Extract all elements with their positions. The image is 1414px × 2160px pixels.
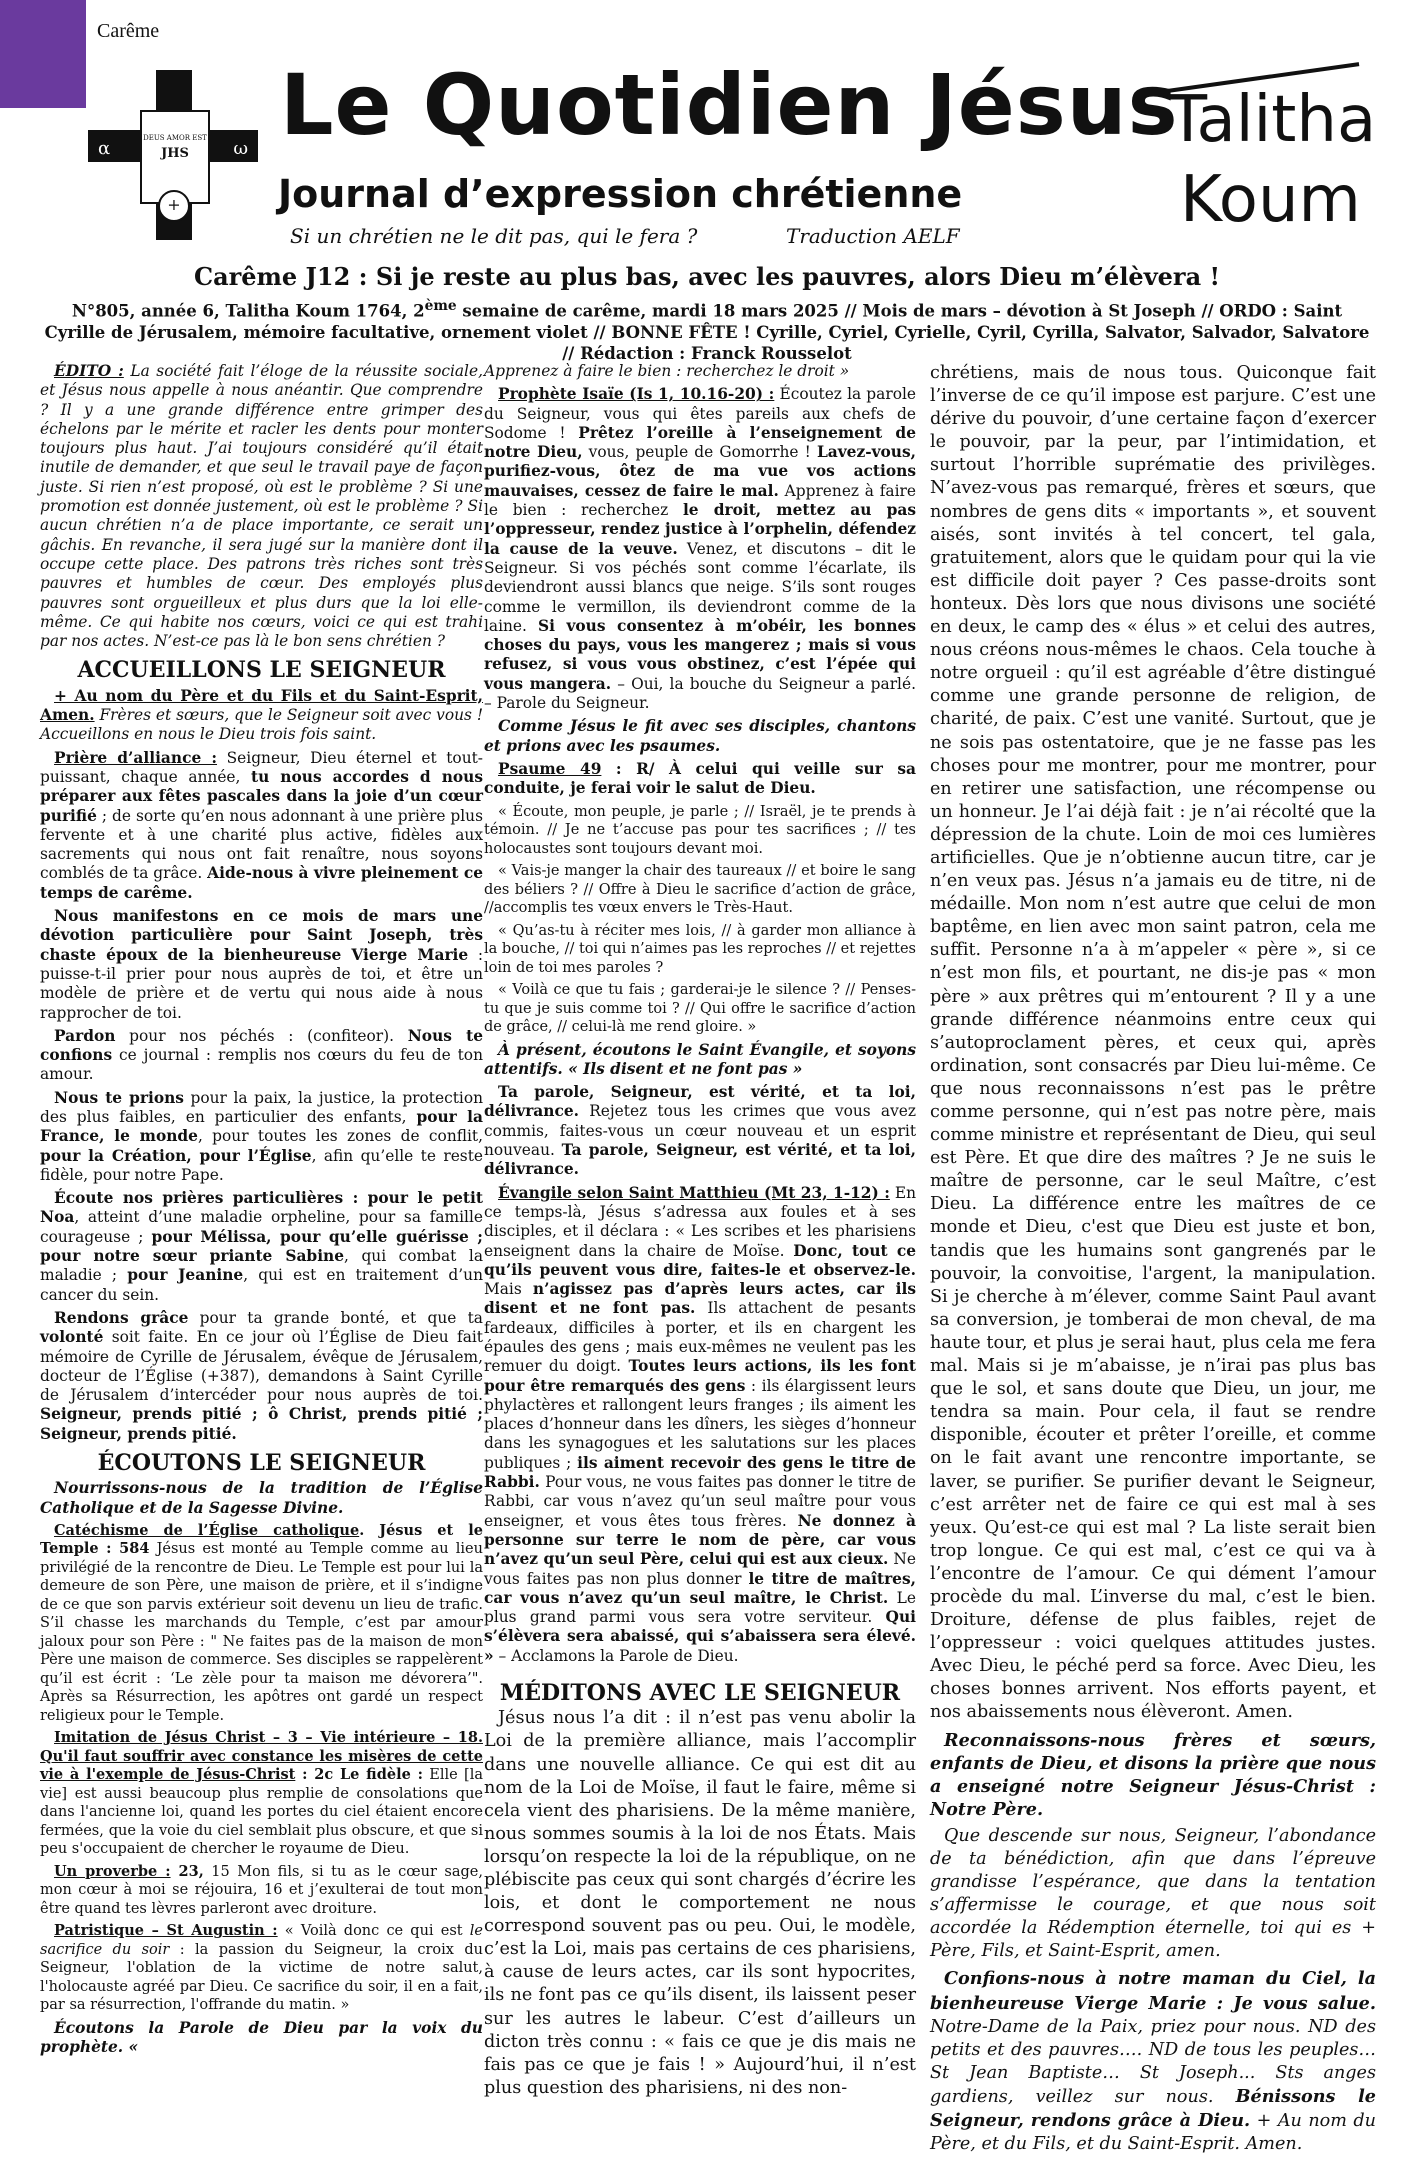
evangile: Évangile selon Saint Matthieu (Mt 23, 1-12) : En ce temps-là, Jésus s’adressa aux foules et à ses disciples, et il déclara : « Les scribes et les pharisiens enseignent dans la chaire de Moïse. Donc, tout ce qu’ils peuvent vous dire, faites-le et observez-le. Mais n’agissez pas d’après leurs actes, car ils disent et ne font pas. Ils attachent de pesants fardeaux, difficiles à porter, et ils en chargent les épaules des gens ; mais eux-mêmes ne veulent pas les remuer du doigt. Toutes leurs actions, ils les font pour être remarqués des gens : ils élargissent leurs phylactères et rallongent leurs franges ; ils aiment les places d’honneur dans les dîners, les sièges d’honneur dans les synagogues et les salutations sur les places publiques ; ils aiment recevoir des gens le titre de Rabbi. Pour vous, ne vous faites pas donner le titre de Rabbi, car vous n’avez qu’un seul maître pour vous enseigner, et vous êtes tous frères. Ne donnez à personne sur terre le nom de père, car vous n’avez qu’un seul Père, celui qui est aux cieux. Ne vous faites pas non plus donner le titre de maîtres, car vous n’avez qu’un seul maître, le Christ. Le plus grand parmi vous sera votre serviteur. Qui s’élèvera sera abaissé, qui s’abaissera sera élevé. » – Acclamons la Parole de Dieu.	[484, 1183, 917, 1665]
issue-meta: N°805, année 6, Talitha Koum 1764, 2ème semaine de carême, mardi 18 mars 2025 // Mois de mars – dévotion à St Joseph // ORDO : Saint Cyrille de Jérusalem, mémoire facultative, ornement violet // BONNE FÊTE ! Cyrille, Cyriel, Cyrielle, Cyril, Cyrilla, Salvator, Salvador, Salvatore // Rédaction : Franck Rousselot	[44, 298, 1370, 363]
psaume-strophe-4: « Voilà ce que tu fais ; garderai-je le silence ? // Penses-tu que je suis comme toi ? // Qui offre le sacrifice d’action de grâce, // celui-là me rend gloire. »	[484, 982, 916, 1036]
meditation-continued: chrétiens, mais de nous tous. Quiconque fait l’inverse de ce qu’il impose est parjure. C’est une dérive du pouvoir, d’une certaine façon d’exercer le pouvoir, par la peur, par l’intimidation, et surtout l’horrible suprématie des privilèges. N’avez-vous pas remarqué, frères et sœurs, que nombres de gens dits « importants », et souvent aisés, sont invités à tel concert, tel gala, gratuitement, alors que le quidam pour qui la vie est difficile doit payer ? Ces passe-droits sont honteux. Dès lors que nous divisons une société en deux, le camp des « élus » et celui des autres, nous créons nous-mêmes le chaos. Cela touche à notre orgueil : qu’il est agréable d’être distingué comme une grande personne de religion, de charité, de paix. C’est une vanité. Surtout, que je ne sois pas ostentatoire, que je ne fasse pas les choses pour me montrer, pour me montrer, pour en retirer une satisfaction, une récompense ou un honneur. Je l’ai déjà fait : je n’ai récolté que la dépression de la chute. Loin de moi ces lumières artificielles. Que je n’obtienne aucun titre, car je n’en veux pas. Jésus n’a jamais eu de titre, ni de médaille. Mon nom n’est autre que celui de mon baptême, en lien avec mon saint patron, cela me suffit. Personne n’a à m’appeler « père », si ce n’est mon fils, et pourtant, ne dis-je pas « mon père » aux prêtres qui m’entourent ? Il y a une grande différence néanmoins entre ceux qui s’autoproclament pères, et ceux qui, après ordination, sont consacrés par Dieu lui-même. Ce que nous reconnaissons n’est pas le prêtre comme personne, qui n’est pas notre père, mais comme ministre et représentant de Dieu, qui seul est Père. Et que dire des maîtres ? Je ne suis le maître de personne, car le seul Maître, c’est Dieu. La différence entre les maîtres de ce monde et Dieu, c'est que Dieu est juste et bon, tandis que les humains sont gangrenés par le pouvoir, la convoitise, l'argent, la manipulation. Si je cherche à m’élever, comme Saint Paul avant sa conversion, je tomberai de mon cheval, de ma haute tour, et plus je serai haut, plus cela me fera mal. Mais si je m’abaisse, je n’irai pas plus bas que le sol, et sans doute que Dieu, un jour, me tendra sa main. Pour cela, il faut se rendre disponible, écouter et prêter l’oreille, et comme on le fait avant une rencontre importante, se laver, se purifier. Se purifier devant le Seigneur, c’est arrêter net de faire ce qui est mal à ses yeux. Qu’est-ce qui est mal ? La liste serait bien trop longue. Ce qui est mal, c’est ce qui va à l’encontre de l’amour. Ce qui dément l’amour procède du mal. L’inverse du mal, c’est le bien. Droiture, défense de plus faibles, rejet de l’oppresseur : voici quelques attitudes justes. Avec Dieu, le péché perd sa force. Avec Dieu, les choses bonnes arrivent. Nos efforts payent, et nos abaissements nous élèveront. Amen.	[930, 363, 1376, 1723]
notre-pere: Reconnaissons-nous frères et sœurs, enfants de Dieu, et disons la prière que nous a enseigné notre Seigneur Jésus-Christ : Notre Père.	[930, 1729, 1376, 1820]
proverbe: Un proverbe : 23, 15 Mon fils, si tu as le cœur sage, mon cœur à moi se réjouira, 16 et j’exulterai de tout mon être quand tes lèvres parleront avec droiture.	[40, 1862, 483, 1917]
cross-icon	[88, 70, 258, 240]
priere-alliance: Prière d’alliance : Seigneur, Dieu éternel et tout-puissant, chaque année, tu nous accordes d nous préparer aux fêtes pascales dans la joie d’un cœur purifié ; de sorte qu’en nous adonnant à une prière plus fervente et à une charité plus active, fidèles aux sacrements qui nous ont fait renaître, nous soyons comblés de ta grâce. Aide-nous à vivre pleinement ce temps de carême.	[40, 748, 484, 902]
brand-logo	[1140, 68, 1400, 248]
apprenez: Apprenez à faire le bien : recherchez le droit »	[484, 362, 850, 380]
psaume-strophe-3: « Qu’as-tu à réciter mes lois, // à garder mon alliance à la bouche, // toi qui n’aimes pas les reproches // et rejettes loin de toi mes paroles ?	[484, 922, 916, 976]
section-accueillons: ACCUEILLONS LE SEIGNEUR	[77, 657, 446, 684]
meditation: Jésus nous l’a dit : il n’est pas venu abolir la Loi de la première alliance, mais l’accomplir dans une nouvelle alliance. Ce qui est dit au nom de la Loi de Moïse, il faut le faire, même si cela vient des pharisiens. De la même manière, nous sommes soumis à la loi de nos États. Mais lorsqu’on respecte la loi de la république, on ne plébiscite pas ceux qui sont chargés d’écrire les lois, et dont le comportement ne nous correspond souvent pas ou peu. Oui, le modèle, c’est la Loi, mais pas certains de ces pharisiens, à cause de leurs actes, car ils sont hypocrites, ils ne font pas ce qu’ils disent, ils laissent peser sur les autres le labeur. C’est d’ailleurs un dicton très connu : « fais ce que je dis mais ne fais pas ce que je fais ! » Aujourd’hui, il n’est plus question des pharisiens, ni des non-	[484, 1708, 916, 2098]
masthead-subtitle: Journal d’expression chrétienne	[278, 172, 963, 216]
prieres-particulieres: Écoute nos prières particulières : pour le petit Noa, atteint d’une maladie orpheline, pour sa famille courageuse ; pour Mélissa, pour qu’elle guérisse ; pour notre sœur priante Sabine, qui combat la maladie ; pour Jeanine, qui est en traitement d’un cancer du sein.	[40, 1189, 483, 1304]
column-1	[40, 362, 483, 2062]
omega-label: ω	[233, 138, 248, 159]
brand-line2: Koum	[1180, 163, 1361, 237]
nourrissons: Nourrissons-nous de la tradition de l’Église Catholique et de la Sagesse Divine.	[40, 1479, 483, 1517]
psaume: Psaume 49 : R/ À celui qui veille sur sa conduite, je ferai voir le salut de Dieu.	[484, 759, 916, 798]
imitation: Imitation de Jésus Christ – 3 – Vie intérieure – 18. Qu'il faut souffrir avec constance les misères de cette vie à l'exemple de Jésus-Christ : 2c Le fidèle : Elle [la vie] est aussi beaucoup plus remplie de consolations que dans l'ancienne loi, quand les portes du ciel étaient encore fermées, que la voie du ciel semblait plus obscure, et que si peu s'occupaient de chercher le royaume de Dieu.	[40, 1729, 483, 1858]
devotion-joseph: Nous manifestons en ce mois de mars une dévotion particulière pour Saint Joseph, très chaste époux de la bienheureuse Vierge Marie : puisse-t-il prier pour nous auprès de toi, et être un modèle de prière et de vertu qui nous aide à nous rapprocher de toi.	[40, 907, 484, 1022]
logo-motto: DEUS AMOR EST	[143, 134, 207, 142]
section-meditons: MÉDITONS AVEC LE SEIGNEUR	[499, 1680, 901, 1707]
benediction: Que descende sur nous, Seigneur, l’abondance de ta bénédiction, afin que dans l’épreuve grandisse l’espérance, que dans la tentation s’affermisse le courage, et que nous soit accordée la Rédemption éternelle, toi qui es + Père, Fils, et Saint-Esprit, amen.	[930, 1825, 1376, 1962]
edito: ÉDITO : La société fait l’éloge de la réussite sociale, et Jésus nous appelle à nous anéantir. Que comprendre ? Il y a une grande différence entre grimper des échelons par le mérite et racler les dents pour monter toujours plus haut. J’ai toujours considéré qu’il était inutile de demander, et que seul le travail paye de façon juste. Si rien n’est proposé, où est le problème ? Si une promotion est donnée justement, où est le problème ? Si aucun chrétien n’a de place importante, ce serait un gâchis. En revanche, il sera jugé sur la manière dont il occupe cette place. Des patrons très riches sont très pauvres et humbles de cœur. Des employés plus pauvres sont orgueilleux et plus durs que la loi elle-même. Ce qui habite nos cœurs, voici ce qui est trahi par nos actes. N’est-ce pas là le bon sens chrétien ?	[40, 362, 483, 651]
isaie-reading: Prophète Isaïe (Is 1, 10.16-20) : Écoutez la parole du Seigneur, vous qui êtes pareils aux chefs de Sodome ! Prêtez l’oreille à l’enseignement de notre Dieu, vous, peuple de Gomorrhe ! Lavez-vous, purifiez-vous, ôtez de ma vue vos actions mauvaises, cessez de faire le mal. Apprenez à faire le bien : recherchez le droit, mettez au pas l’oppresseur, rendez justice à l’orphelin, défendez la cause de la veuve. Venez, et discutons – dit le Seigneur. Si vos péchés sont comme l’écarlate, ils deviendront aussi blancs que neige. S’ils sont rouges comme le vermillon, ils deviendront comme de la laine. Si vous consentez à m’obéir, les bonnes choses du pays, vous les mangerez ; mais si vous refusez, si vous vous obstinez, c’est l’épée qui vous mangera. – Oui, la bouche du Seigneur a parlé. – Parole du Seigneur.	[484, 385, 917, 713]
logo-jhs: JHS	[161, 146, 189, 161]
pardon: Pardon pour nos péchés : (confiteor). Nous te confions ce journal : remplis nos cœurs du feu de ton amour.	[40, 1026, 483, 1084]
column-3	[930, 362, 1376, 2160]
section-color-bar	[0, 0, 86, 108]
logo-plus: +	[158, 190, 190, 222]
translation-credit: Traduction AELF	[786, 224, 960, 248]
confions: Confions-nous à notre maman du Ciel, la bienheureuse Vierge Marie : Je vous salue. Notre-Dame de la Paix, priez pour nous. ND des petits et des pauvres…. ND de tous les peuples… St Jean Baptiste… St Joseph... Sts anges gardiens, veillez sur nous. Bénissons le Seigneur, rendons grâce à Dieu. + Au nom du Père, et du Fils, et du Saint-Esprit. Amen.	[930, 1968, 1376, 2155]
alpha-label: α	[98, 138, 111, 159]
sign-of-cross: + Au nom du Père et du Fils et du Saint-Esprit, Amen. Frères et sœurs, que le Seigneur soit avec vous ! Accueillons en nous le Dieu trois fois saint.	[40, 686, 483, 744]
column-2	[484, 362, 916, 2104]
catechisme: Catéchisme de l’Église catholique. Jésus et le Temple : 584 Jésus est monté au Temple comme au lieu privilégié de la rencontre de Dieu. Le Temple est pour lui la demeure de son Père, une maison de prière, et il s’indigne de ce que son parvis extérieur soit devenu un lieu de trafic. S’il chasse les marchands du Temple, c’est par amour jaloux pour son Père : " Ne faites pas de la maison de mon Père une maison de commerce. Ses disciples se rappelèrent qu’il est écrit : ‘Le zèle pour ta maison me dévorera’". Après sa Résurrection, les apôtres ont gardé un respect religieux pour le Temple.	[40, 1521, 483, 1724]
acclamation: Ta parole, Seigneur, est vérité, et ta loi, délivrance. Rejetez tous les crimes que vous avez commis, faites-vous un cœur nouveau et un esprit nouveau. Ta parole, Seigneur, est vérité, et ta loi, délivrance.	[484, 1083, 916, 1179]
section-tag: Carême	[97, 20, 160, 42]
tagline: Si un chrétien ne le dit pas, qui le fera ?	[290, 224, 698, 248]
chantons: Comme Jésus le fit avec ses disciples, chantons et prions avec les psaumes.	[484, 717, 916, 755]
prions: Nous te prions pour la paix, la justice, la protection des plus faibles, en particulier des enfants, pour la France, le monde, pour toutes les zones de conflit, pour la Création, pour l’Église, afin qu’elle te reste fidèle, pour notre Pape.	[40, 1088, 483, 1184]
brand-line1: Talitha	[1168, 83, 1377, 157]
psaume-strophe-2: « Vais-je manger la chair des taureaux // et boire le sang des béliers ? // Offre à Dieu le sacrifice d’action de grâce, //accomplis tes vœux envers le Très-Haut.	[484, 863, 916, 917]
patristique: Patristique – St Augustin : « Voilà donc ce qui est le sacrifice du soir : la passion du Seigneur, la croix du Seigneur, l'oblation de la victime de notre salut, l'holocauste agréé par Dieu. Ce sacrifice du soir, il en a fait, par sa résurrection, l'offrande du matin. »	[40, 1922, 483, 2014]
ecoutons-prophete: Écoutons la Parole de Dieu par la voix du prophète. «	[40, 2018, 483, 2057]
rendons-grace: Rendons grâce pour ta grande bonté, et que ta volonté soit faite. En ce jour où l’Église de Dieu fait mémoire de Cyrille de Jérusalem, évêque de Jérusalem, docteur de l’Église (+387), demandons à Saint Cyrille de Jérusalem d’intercéder pour nous auprès de toi. Seigneur, prends pitié ; ô Christ, prends pitié ; Seigneur, prends pitié.	[40, 1308, 483, 1443]
a-present: À présent, écoutons le Saint Évangile, et soyons attentifs. « Ils disent et ne font pas »	[484, 1040, 916, 1078]
section-ecoutons: ÉCOUTONS LE SEIGNEUR	[97, 1450, 426, 1477]
headline: Carême J12 : Si je reste au plus bas, avec les pauvres, alors Dieu m’élèvera !	[193, 262, 1221, 291]
psaume-strophe-1: « Écoute, mon peuple, je parle ; // Israël, je te prends à témoin. // Je ne t’accuse pas pour tes sacrifices ; // tes holocaustes sont toujours devant moi.	[484, 803, 916, 857]
masthead-title: Le Quotidien Jésus	[280, 56, 1179, 154]
